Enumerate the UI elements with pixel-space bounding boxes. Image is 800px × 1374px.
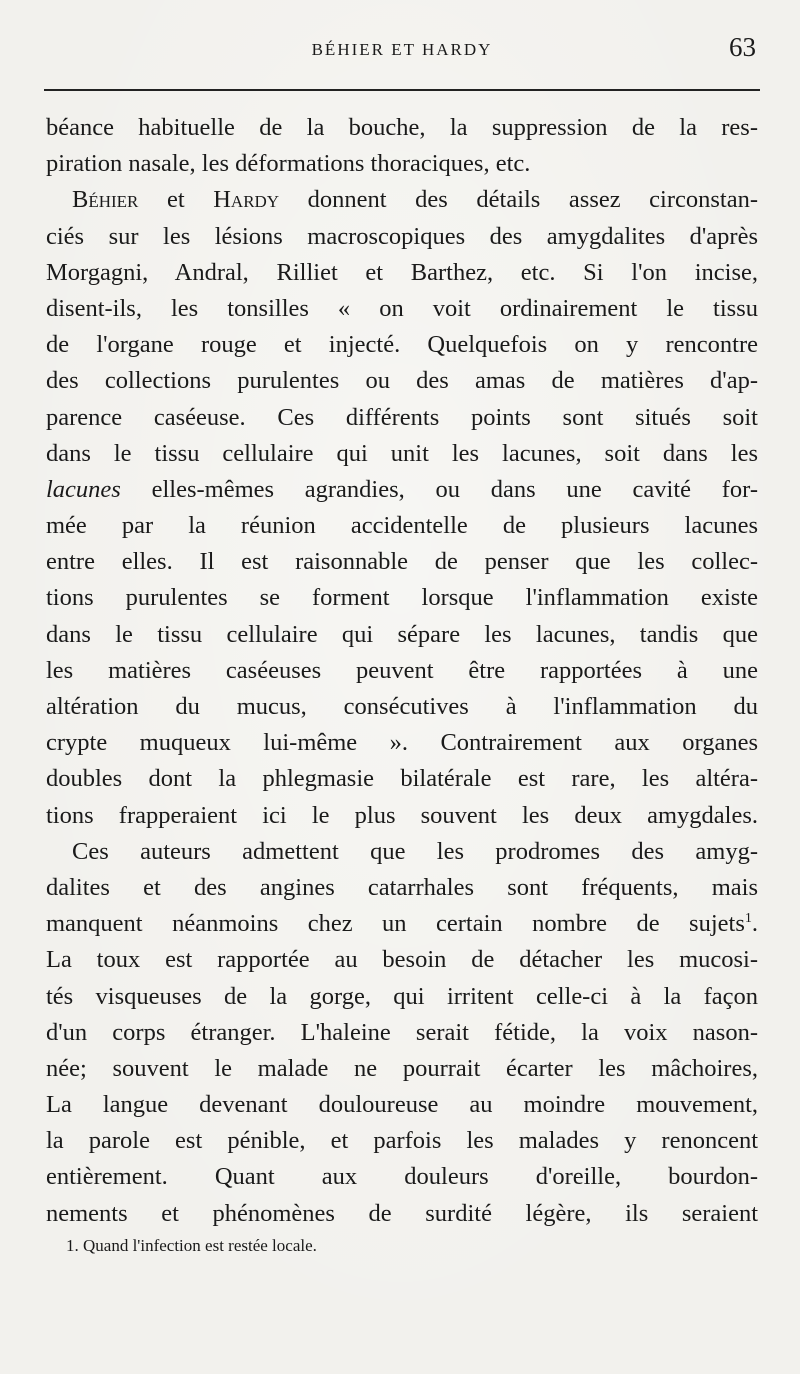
- text-line: crypte muqueux lui-même ». Contrairement aux organes: [46, 729, 758, 757]
- text-line: disent-ils, les tonsilles « on voit ordinairement le tissu: [46, 294, 758, 322]
- text-line: tions purulentes se forment lorsque l'inflammation existe: [46, 584, 758, 612]
- text-line: tions frapperaient ici le plus souvent les deux amygdales.: [46, 801, 758, 829]
- text-line: des collections purulentes ou des amas de matières d'ap-: [46, 367, 758, 395]
- text-line: [46, 472, 758, 508]
- text-line: parence caséeuse. Ces différents points sont situés soit: [46, 403, 758, 431]
- author-name: Hardy: [213, 186, 280, 214]
- text-line: née; souvent le malade ne pourrait écarter les mâchoires,: [46, 1054, 758, 1082]
- text-line: d'un corps étranger. L'haleine serait fétide, la voix nason-: [46, 1018, 758, 1046]
- text-line: les matières caséeuses peuvent être rapportées à une: [46, 656, 758, 684]
- text-line: Morgagni, Andral, Rilliet et Barthez, etc. Si l'on incise,: [46, 258, 758, 286]
- text-line: dalites et des angines catarrhales sont fréquents, mais: [46, 873, 758, 901]
- text-line: [46, 182, 758, 218]
- text-fragment: elles-mêmes agrandies, ou dans une cavité for-: [120, 475, 758, 503]
- text-line: La langue devenant douloureuse au moindre mouvement,: [46, 1091, 758, 1119]
- text-line: entièrement. Quant aux douleurs d'oreille, bourdon-: [46, 1163, 758, 1191]
- text-line: tés visqueuses de la gorge, qui irritent celle-ci à la façon: [46, 982, 758, 1010]
- footnote: 1. Quand l'infection est restée locale.: [66, 1236, 317, 1255]
- text-line: de l'organe rouge et injecté. Quelquefois on y rencontre: [46, 331, 758, 359]
- body-text: [46, 110, 758, 1232]
- text-fragment: manquent néanmoins chez un certain nombre de sujets: [46, 910, 745, 938]
- text-line: mée par la réunion accidentelle de plusieurs lacunes: [46, 512, 758, 540]
- text-line: dans le tissu cellulaire qui unit les lacunes, soit dans les: [46, 439, 758, 467]
- text-fragment: donnent des détails assez circonstan-: [279, 186, 758, 214]
- text-line: La toux est rapportée au besoin de détacher les mucosi-: [46, 946, 758, 974]
- text-line: doubles dont la phlegmasie bilatérale est rare, les altéra-: [46, 765, 758, 793]
- text-line: altération du mucus, consécutives à l'inflammation du: [46, 693, 758, 720]
- text-line: Ces auteurs admettent que les prodromes des amyg-: [72, 837, 758, 865]
- text-line: la parole est pénible, et parfois les malades y renoncent: [46, 1127, 758, 1155]
- author-name: Béhier: [72, 186, 139, 214]
- text-line: ciés sur les lésions macroscopiques des amygdalites d'après: [46, 222, 758, 250]
- header-rule: [44, 89, 760, 91]
- page-number: 63: [729, 32, 756, 62]
- text-line: piration nasale, les déformations thoraciques, etc.: [46, 150, 531, 178]
- text-line: [46, 906, 758, 942]
- text-line: béance habituelle de la bouche, la suppression de la res-: [46, 114, 758, 141]
- text-line: nements et phénomènes de surdité légère, ils seraient: [46, 1199, 758, 1227]
- text-fragment: .: [751, 910, 758, 938]
- italic-term: lacunes: [46, 475, 121, 503]
- text-fragment: et: [138, 186, 214, 214]
- text-line: dans le tissu cellulaire qui sépare les lacunes, tandis que: [46, 620, 758, 648]
- footnote-marker: 1: [744, 911, 752, 927]
- running-head: [44, 30, 760, 74]
- running-title: BÉHIER ET HARDY: [311, 40, 493, 59]
- text-line: entre elles. Il est raisonnable de penser que les collec-: [46, 548, 758, 576]
